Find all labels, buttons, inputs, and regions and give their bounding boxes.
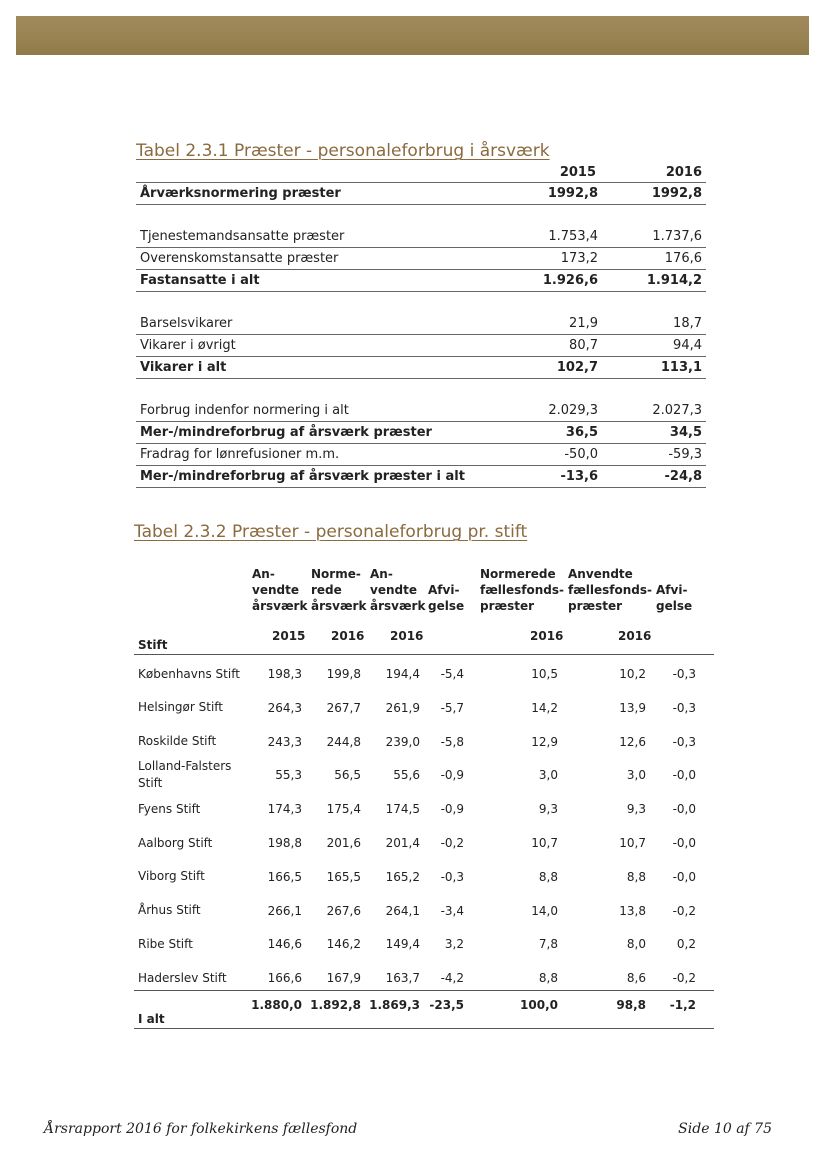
table1-row [136, 226, 706, 248]
row-label: Fastansatte i alt [140, 273, 260, 288]
cell-value: 267,7 [326, 700, 361, 715]
stift-name: Aalborg Stift [138, 835, 213, 850]
total-value: 1.880,0 [251, 998, 302, 1012]
value-2015: 1.926,6 [542, 273, 598, 288]
cell-value: 198,3 [267, 667, 302, 681]
cell-value: 146,2 [326, 937, 361, 952]
total-value: -23,5 [429, 998, 464, 1012]
cell-value: -0,3 [672, 734, 696, 749]
value-2015: 36,5 [565, 425, 598, 440]
cell-value: 14,0 [531, 903, 558, 918]
table-row [134, 860, 714, 894]
column-year: 2016 [331, 629, 365, 643]
cell-value: 194,4 [385, 667, 420, 681]
cell-value: 163,7 [385, 971, 420, 986]
cell-value: 13,9 [619, 700, 646, 715]
cell-value: -4,2 [440, 971, 464, 986]
header-banner [16, 16, 809, 55]
table1-year-2015: 2015 [559, 165, 596, 180]
value-2016: -59,3 [668, 447, 702, 462]
cell-value: 165,5 [326, 869, 361, 884]
value-2016: 1.914,2 [646, 273, 702, 288]
column-header: Norme- rede årsværk [311, 567, 367, 613]
cell-value: 239,0 [385, 734, 420, 749]
value-2016: 18,7 [673, 316, 702, 331]
value-2016: 2.027,3 [652, 403, 702, 418]
table-row [134, 691, 714, 725]
cell-value: -0,9 [440, 768, 464, 783]
total-row [134, 992, 714, 1030]
cell-value: -0,3 [672, 667, 696, 681]
row-label: Fradrag for lønrefusioner m.m. [140, 447, 340, 462]
table1-row [136, 182, 706, 205]
cell-value: 3,0 [626, 768, 646, 783]
cell-value: 199,8 [326, 667, 361, 681]
cell-value: 10,7 [531, 836, 558, 850]
table-row [134, 792, 714, 826]
column-header: An- vendte årsværk [252, 567, 308, 613]
cell-value: -0,3 [440, 869, 464, 884]
table1-row [136, 357, 706, 379]
stift-name: Helsingør Stift [138, 700, 224, 715]
cell-value: 8,6 [626, 971, 646, 986]
table-row [134, 725, 714, 759]
stift-name: Ribe Stift [138, 936, 193, 951]
row-label: Forbrug indenfor normering i alt [140, 403, 349, 418]
table1-row [136, 248, 706, 270]
table1-row [136, 422, 706, 444]
value-2016: -24,8 [664, 469, 702, 484]
value-2016: 34,5 [669, 425, 702, 440]
cell-value: 244,8 [326, 734, 361, 749]
stift-name: Haderslev Stift [138, 970, 227, 985]
total-value: 1.869,3 [369, 998, 420, 1012]
cell-value: 267,6 [326, 903, 361, 918]
cell-value: 166,6 [267, 971, 302, 986]
bottom-divider [134, 1028, 714, 1029]
value-2016: 1992,8 [651, 186, 702, 201]
table1-row [136, 313, 706, 335]
cell-value: 9,3 [626, 802, 646, 817]
value-2016: 176,6 [664, 251, 702, 266]
table1-row [136, 444, 706, 466]
cell-value: 0,2 [676, 937, 696, 952]
value-2015: -13,6 [560, 469, 598, 484]
value-2015: 1992,8 [547, 186, 598, 201]
cell-value: -5,8 [440, 734, 464, 749]
cell-value: 13,8 [619, 903, 646, 918]
table1-title: Tabel 2.3.1 Præster - personaleforbrug i årsværk [136, 141, 550, 161]
table1-row [136, 270, 706, 292]
cell-value: 243,3 [267, 734, 302, 749]
footer-report-title: Årsrapport 2016 for folkekirkens fællesfond [44, 1121, 358, 1137]
total-value: 1.892,8 [310, 998, 361, 1012]
value-2016: 113,1 [660, 360, 702, 375]
cell-value: 8,0 [626, 937, 646, 952]
cell-value: -0,9 [440, 802, 464, 817]
cell-value: 8,8 [626, 869, 646, 884]
cell-value: 266,1 [267, 903, 302, 918]
cell-value: 149,4 [385, 937, 420, 952]
cell-value: -0,3 [672, 700, 696, 715]
cell-value: 165,2 [385, 869, 420, 884]
table1-year-2016: 2016 [665, 165, 702, 180]
column-year: 2016 [390, 629, 424, 643]
cell-value: 10,7 [619, 836, 646, 850]
row-label: Tjenestemandsansatte præster [140, 229, 345, 244]
cell-value: -0,2 [440, 836, 464, 850]
cell-value: 167,9 [326, 971, 361, 986]
row-label: Vikarer i øvrigt [140, 338, 236, 353]
cell-value: -0,0 [672, 768, 696, 783]
cell-value: 9,3 [538, 802, 558, 817]
value-2015: 21,9 [569, 316, 598, 331]
cell-value: 14,2 [531, 700, 558, 715]
value-2016: 94,4 [673, 338, 702, 353]
total-value: 98,8 [616, 998, 646, 1012]
cell-value: 10,5 [531, 667, 558, 681]
cell-value: -5,7 [440, 700, 464, 715]
total-divider [134, 990, 714, 991]
value-2015: 1.753,4 [548, 229, 598, 244]
cell-value: -3,4 [440, 903, 464, 918]
row-label: Mer-/mindreforbrug af årsværk præster i alt [140, 469, 465, 484]
value-2015: -50,0 [564, 447, 598, 462]
row-label: Mer-/mindreforbrug af årsværk præster [140, 425, 432, 440]
cell-value: 8,8 [538, 869, 558, 884]
cell-value: 8,8 [538, 971, 558, 986]
cell-value: 56,5 [334, 768, 361, 783]
cell-value: 3,0 [538, 768, 558, 783]
cell-value: 198,8 [267, 836, 302, 850]
table1-row [136, 400, 706, 422]
total-value: 100,0 [520, 998, 558, 1012]
stift-name: Københavns Stift [138, 666, 240, 681]
column-header: An- vendte årsværk [370, 567, 426, 613]
cell-value: 55,6 [393, 768, 420, 783]
table-row [134, 894, 714, 928]
row-label: Overenskomstansatte præster [140, 251, 339, 266]
cell-value: 264,3 [267, 700, 302, 715]
total-label: I alt [138, 1012, 165, 1026]
table-row [134, 758, 714, 792]
cell-value: 55,3 [275, 768, 302, 783]
column-header: Afvi- gelse [428, 583, 465, 613]
cell-value: 201,4 [385, 836, 420, 850]
table1-row [136, 335, 706, 357]
row-label: Vikarer i alt [140, 360, 227, 375]
cell-value: -5,4 [440, 667, 464, 681]
cell-value: 201,6 [326, 836, 361, 850]
column-year: 2015 [272, 629, 306, 643]
stift-name: Viborg Stift [138, 869, 205, 884]
cell-value: -0,2 [672, 903, 696, 918]
value-2015: 173,2 [560, 251, 598, 266]
cell-value: 166,5 [267, 869, 302, 884]
stift-name: Århus Stift [138, 903, 201, 918]
cell-value: -0,2 [672, 971, 696, 986]
stift-name: Fyens Stift [138, 801, 201, 816]
cell-value: -0,0 [672, 869, 696, 884]
row-label: Årværksnormering præster [140, 186, 341, 201]
row-label: Barselsvikarer [140, 316, 233, 331]
column-header: Anvendte fællesfonds- præster [568, 567, 653, 613]
cell-value: 174,3 [267, 802, 302, 817]
cell-value: -0,0 [672, 836, 696, 850]
header-divider [134, 654, 714, 655]
table2-title: Tabel 2.3.2 Præster - personaleforbrug pr. stift [134, 522, 528, 542]
cell-value: 146,6 [267, 937, 302, 952]
column-header: Normerede fællesfonds- præster [480, 567, 565, 613]
value-2015: 102,7 [556, 360, 598, 375]
cell-value: 12,6 [619, 734, 646, 749]
value-2015: 2.029,3 [548, 403, 598, 418]
value-2016: 1.737,6 [652, 229, 702, 244]
stift-name: Roskilde Stift [138, 734, 217, 749]
column-year: 2016 [618, 629, 652, 643]
cell-value: 7,8 [538, 937, 558, 952]
cell-value: 174,5 [385, 802, 420, 817]
stift-name: Lolland-Falsters Stift [138, 759, 232, 791]
table-row [134, 927, 714, 961]
cell-value: 3,2 [444, 937, 464, 952]
table1-header [136, 162, 706, 182]
value-2015: 80,7 [569, 338, 598, 353]
cell-value: 264,1 [385, 903, 420, 918]
cell-value: -0,0 [672, 802, 696, 817]
stift-column-header: Stift [138, 638, 168, 652]
cell-value: 12,9 [531, 734, 558, 749]
table-row [134, 826, 714, 860]
table-row [134, 657, 714, 691]
table1-row [136, 466, 706, 488]
total-value: -1,2 [669, 998, 696, 1012]
cell-value: 261,9 [385, 700, 420, 715]
column-header: Afvi- gelse [656, 583, 693, 613]
column-year: 2016 [530, 629, 564, 643]
footer-page-number: Side 10 af 75 [678, 1121, 772, 1137]
table1 [136, 162, 706, 488]
cell-value: 10,2 [619, 667, 646, 681]
cell-value: 175,4 [326, 802, 361, 817]
